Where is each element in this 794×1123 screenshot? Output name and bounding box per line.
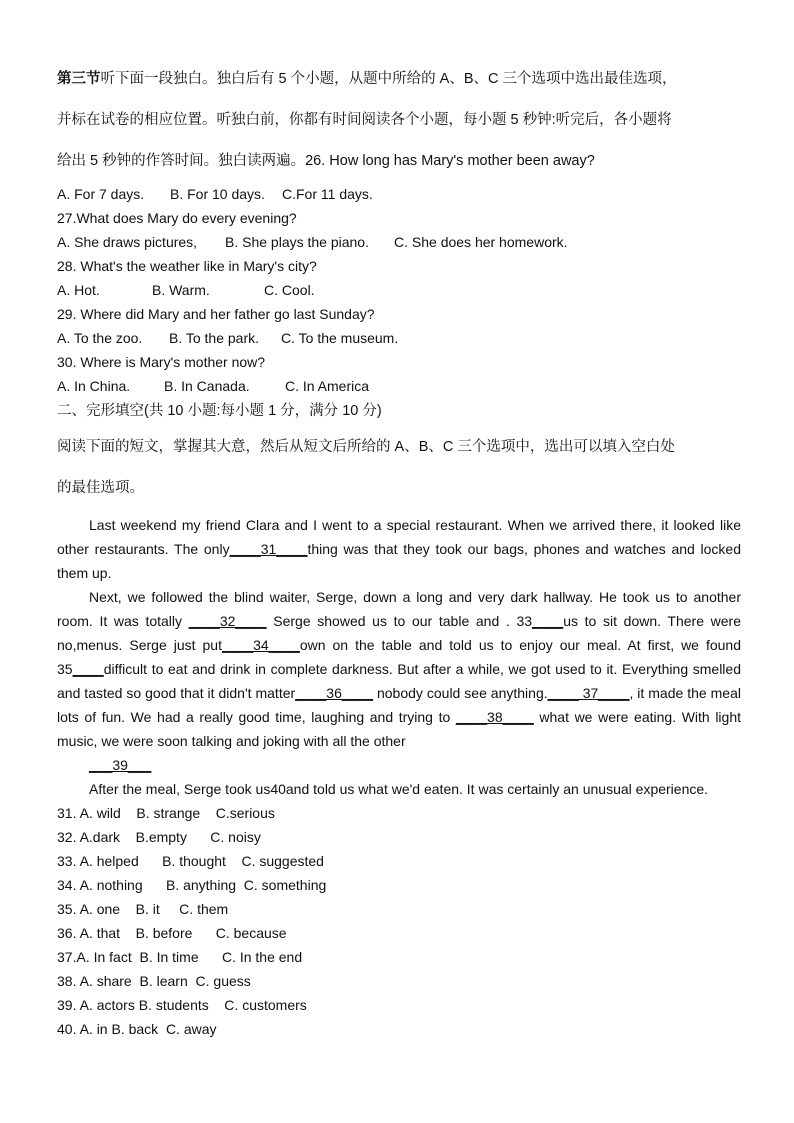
option: B. To the park. (169, 330, 260, 346)
passage-text: what we were eating. With light music, we were soon talking and joking with all the other (57, 709, 742, 749)
q26-options (57, 182, 741, 206)
q27-options (57, 230, 741, 254)
cloze-title: 二、完形填空(共 10 小题:每小题 1 分，满分 10 分) (57, 403, 382, 419)
q29-options (57, 326, 741, 350)
q30-question: 30. Where is Mary's mother now? (57, 354, 266, 370)
passage-text: Serge showed us to our table and . 33 (266, 613, 533, 629)
section3-line1 (57, 59, 741, 100)
option: C. Cool. (264, 282, 315, 298)
passage-text: Next, we followed the blind waiter, Serge, down a long and very dark hallway. He took us to another room. It was totally (57, 589, 741, 629)
blank-39: ___39___ (89, 757, 152, 773)
option: B. Warm. (152, 282, 210, 298)
cloze-instruction-1: 阅读下面的短文，掌握其大意，然后从短文后所给的 A、B、C 三个选项中，选出可以填入空白处 (57, 439, 675, 455)
q27-question: 27.What does Mary do every evening? (57, 210, 297, 226)
blank-33: ____ (532, 613, 564, 629)
option: A. To the zoo. (57, 330, 143, 346)
passage-text: thing was that they took our bags, phones and watches and locked them up. (57, 541, 741, 581)
option: C. She does her homework. (394, 234, 568, 250)
answer-options-34: 34. A. nothing B. anything C. something (57, 877, 327, 893)
blank-36: ____36____ (295, 685, 374, 701)
section3-instruction-2: 并标在试卷的相应位置。听独白前，你都有时间阅读各个小题，每小题 5 秒钟:听完后，各小题将 (57, 112, 672, 128)
passage-text: difficult to eat and drink in complete darkness. But after a while, we got used to it. Everything smelled and tasted so good that it didn't matter (57, 661, 741, 701)
answer-options-37: 37.A. In fact B. In time C. In the end (57, 949, 303, 965)
blank-34: ____34____ (221, 637, 300, 653)
option: A. For 7 days. (57, 186, 145, 202)
q30-options (57, 374, 741, 398)
blank-31: ____31____ (229, 541, 308, 557)
option: B. For 10 days. (170, 186, 265, 202)
answer-options-40: 40. A. in B. back C. away (57, 1021, 217, 1037)
option: C. To the museum. (281, 330, 399, 346)
section3-instruction-3: 给出 5 秒钟的作答时间。独白读两遍。26. How long has Mary's mother been away? (57, 153, 595, 169)
q29-question: 29. Where did Mary and her father go last Sunday? (57, 306, 375, 322)
passage-text: Last weekend my friend Clara and I went to a special restaurant. When we arrived there, it looked like other restaurants. The only (57, 517, 741, 557)
option: C. In America (285, 378, 370, 394)
blank-38: ____38____ (455, 709, 534, 725)
answer-options-36: 36. A. that B. before C. because (57, 925, 287, 941)
answer-options-31: 31. A. wild B. strange C.serious (57, 805, 275, 821)
cloze-instruction-2: 的最佳选项。 (57, 480, 144, 496)
cloze-paragraph-2 (57, 585, 741, 753)
answer-options-list (57, 801, 741, 1041)
blank-35: ____ (72, 661, 104, 677)
passage-text: , it made the meal lots of fun. We had a really good time, laughing and trying to (57, 685, 741, 725)
option: A. She draws pictures, (57, 234, 198, 250)
passage-text: nobody could see anything. (373, 685, 548, 701)
q28-options (57, 278, 741, 302)
option: A. Hot. (57, 282, 100, 298)
passage-text: own on the table and told us to enjoy our meal. At first, we found 35 (57, 637, 741, 677)
answer-options-35: 35. A. one B. it C. them (57, 901, 229, 917)
option: B. She plays the piano. (225, 234, 369, 250)
q28-question: 28. What's the weather like in Mary's city? (57, 258, 317, 274)
option: A. In China. (57, 378, 131, 394)
passage-text: us to sit down. There were no,menus. Serge just put (57, 613, 742, 653)
section3-instruction-1: 听下面一段独白。独白后有 5 个小题，从题中所给的 A、B、C 三个选项中选出最佳选项， (100, 71, 677, 87)
exam-page (57, 0, 741, 1041)
option: B. In Canada. (164, 378, 250, 394)
answer-options-38: 38. A. share B. learn C. guess (57, 973, 251, 989)
option: C.For 11 days. (282, 186, 373, 202)
section3-heading: 第三节 (57, 71, 101, 87)
cloze-paragraph-1 (57, 513, 741, 585)
answer-options-32: 32. A.dark B.empty C. noisy (57, 829, 261, 845)
cloze-paragraph-3: After the meal, Serge took us40and told us what we'd eaten. It was certainly an unusual experience. (89, 781, 709, 797)
answer-options-39: 39. A. actors B. students C. customers (57, 997, 307, 1013)
answer-options-33: 33. A. helped B. thought C. suggested (57, 853, 324, 869)
blank-32: ____32____ (188, 613, 267, 629)
blank-37: ____ 37____ (547, 685, 630, 701)
